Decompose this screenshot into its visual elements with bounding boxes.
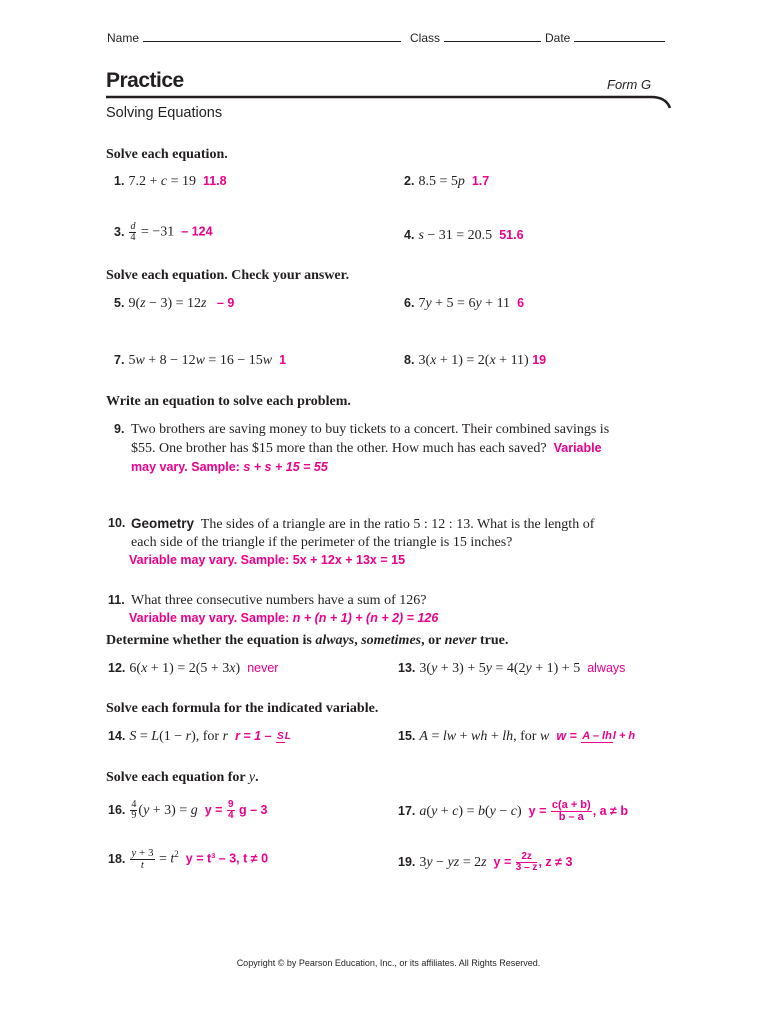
problem-number: 19. (398, 854, 416, 869)
heading-text: Determine whether the equation is (106, 633, 316, 648)
copyright-footer: Copyright © by Pearson Education, Inc., or its affiliates. All Rights Reserved. (236, 958, 541, 968)
problem-equation: 9(z − 3) = 12z (128, 296, 207, 311)
problem-10 (108, 515, 608, 567)
problem-1 (114, 174, 227, 190)
answer-prefix: Variable may vary. Sample: (131, 441, 602, 474)
answer-equation: s + s + 15 = 55 (243, 460, 328, 474)
answer: 6 (517, 296, 525, 310)
answer-rhs: , a ≠ b (592, 803, 629, 818)
answer-rhs: g – 3 (235, 802, 268, 817)
problem-number: 15. (398, 729, 416, 743)
section-heading-4 (106, 633, 508, 649)
problem-number: 13. (398, 661, 416, 675)
page-subtitle: Solving Equations (106, 105, 223, 121)
heading-always: always (315, 633, 355, 648)
name-label: Name (107, 31, 140, 45)
heading-sometimes: sometimes (361, 633, 422, 648)
problem-number: 12. (108, 661, 126, 675)
problem-number: 8. (404, 353, 415, 367)
answer: 1.7 (471, 174, 490, 188)
answer-fraction (227, 800, 235, 821)
fraction-y-plus-3-over-t: $\frac{y + 3}{t}$ (131, 847, 154, 871)
problem-15 (398, 729, 636, 745)
heading-text: , or (421, 633, 445, 648)
section-heading-5: Solve each formula for the indicated variable. (106, 701, 379, 716)
date-label: Date (545, 31, 571, 45)
answer: – 124 (181, 224, 213, 239)
class-field[interactable] (410, 29, 541, 45)
problem-16 (108, 800, 267, 821)
fraction-numerator: A – lh (582, 730, 612, 743)
section-heading-2: Solve each equation. Check your answer. (106, 268, 350, 283)
answer-lhs: y = (204, 802, 226, 817)
answer (493, 851, 573, 873)
problem-13 (398, 661, 625, 677)
problem-14 (108, 729, 292, 745)
problem-number: 11. (108, 593, 125, 607)
problem-text (131, 421, 614, 477)
answer (556, 729, 636, 743)
answer (204, 799, 268, 821)
answer: always (587, 661, 626, 675)
answer-lhs: w = (556, 729, 581, 743)
problem-equation: 5w + 8 − 12w = 16 − 15w (128, 353, 273, 368)
answer-rhs: , z ≠ 3 (538, 854, 573, 869)
problem-statement: The sides of a triangle are in the ratio 5 : 12 : 13. What is the length of each side of the triangle if the perimeter of the triangle is 15 inches? (131, 517, 595, 550)
problem-number: 1. (114, 174, 125, 188)
problem-11 (108, 592, 608, 625)
date-field[interactable] (545, 29, 665, 45)
fraction-numerator: c(a + b) (551, 799, 591, 811)
answer-fraction (276, 732, 291, 742)
problem-equation: 3y − yz = 2z (419, 854, 487, 870)
date-blank[interactable] (574, 29, 665, 42)
answer-lhs: y = (493, 854, 515, 869)
problem-equation: a(y + c) = b(y − c) (419, 803, 522, 819)
problem-equation: 6(x + 1) = 2(5 + 3x) (129, 661, 241, 676)
answer-lhs: y = (528, 803, 550, 818)
problem-4 (404, 228, 524, 244)
heading-text: Solve each equation for (106, 770, 249, 785)
problem-equation: A = lw + wh + lh, for w (419, 729, 550, 744)
answer-equation: n + (n + 1) + (n + 2) = 126 (292, 611, 439, 625)
class-blank[interactable] (444, 29, 541, 42)
problem-equation: S = L(1 − r), for r (129, 729, 229, 744)
problem-number: 5. (114, 296, 125, 310)
form-label: Form G (607, 77, 652, 92)
problem-equation: 7y + 5 = 6y + 11 (418, 296, 511, 311)
class-label: Class (410, 31, 441, 45)
answer-lhs: r = 1 – (235, 729, 276, 743)
problem-equation: s − 31 = 20.5 (418, 228, 493, 243)
problem-3: 3. $\frac{d}{4}$ = −31 – 124 (114, 221, 213, 243)
answer: 51.6 (499, 228, 524, 242)
problem-number: 14. (108, 729, 126, 743)
problem-text (131, 515, 608, 552)
problem-statement: What three consecutive numbers have a sum of 126? (131, 593, 427, 608)
problem-9 (114, 421, 614, 477)
problem-number: 18. (108, 851, 126, 866)
problem-number: 2. (404, 174, 415, 188)
fraction-numerator: 9 (227, 799, 234, 810)
answer: 19 (532, 353, 547, 367)
problem-5 (114, 296, 234, 312)
name-blank[interactable] (143, 29, 401, 42)
answer: y = t³ – 3, t ≠ 0 (185, 851, 269, 866)
section-heading-1: Solve each equation. (106, 147, 228, 162)
problem-number: 9. (114, 422, 125, 436)
problem-17 (398, 800, 628, 823)
fraction-d-over-4: $\frac{d}{4}$ (130, 221, 136, 243)
answer: 11.8 (202, 174, 227, 188)
answer: never (247, 661, 279, 675)
problem-statement: Two brothers are saving money to buy tickets to a concert. Their combined savings is $55. One brother has $15 more than the other. How much has each saved? (131, 422, 610, 456)
answer (129, 611, 608, 625)
heading-never: never (444, 633, 477, 648)
problem-number: 6. (404, 296, 415, 310)
fraction-denominator: 3 – z (515, 862, 538, 873)
answer-fraction (551, 800, 592, 823)
problem-equation: (y + 3) = g (138, 802, 198, 818)
answer (528, 799, 629, 823)
heading-text: , (354, 633, 362, 648)
fraction-numerator: 2z (516, 852, 538, 863)
answer-fraction (581, 731, 635, 742)
problem-equation: 3(x + 1) = 2(x + 11) (418, 353, 529, 368)
answer: 1 (279, 353, 287, 367)
problem-equation: 8.5 = 5p (418, 174, 465, 189)
problem-label: Geometry (131, 516, 195, 531)
fraction-denominator: 4 (227, 810, 234, 821)
problem-number: 10. (108, 516, 126, 530)
answer: – 9 (216, 296, 235, 310)
name-field[interactable] (107, 29, 401, 45)
fraction-4-over-9: $\frac{4}{9}$ (131, 799, 137, 822)
problem-19 (398, 852, 572, 873)
answer (129, 553, 608, 567)
problem-18: 18. $\frac{y + 3}{t}$ = $t^2$ y = t³ – 3, t ≠ 0 (108, 847, 269, 871)
answer-fraction (516, 852, 538, 873)
heading-text: . (255, 770, 259, 785)
answer-prefix: Variable may vary. Sample: (129, 553, 293, 567)
problem-6 (404, 296, 524, 312)
problem-8 (404, 353, 546, 369)
problem-number: 4. (404, 228, 415, 242)
problem-2 (404, 174, 489, 190)
answer-equation: 5x + 12x + 13x = 15 (292, 553, 406, 567)
problem-number: 16. (108, 802, 126, 817)
problem-number: 3. (114, 224, 125, 239)
problem-number: 17. (398, 803, 416, 818)
problem-equation: 7.2 + c = 19 (128, 174, 196, 189)
heading-text: true. (476, 633, 509, 648)
answer (235, 729, 292, 743)
section-heading-3: Write an equation to solve each problem. (106, 394, 351, 409)
problem-number: 7. (114, 353, 125, 367)
fraction-denominator: L (284, 730, 291, 742)
problem-7 (114, 353, 286, 369)
fraction-numerator: S (277, 730, 284, 742)
answer-prefix: Variable may vary. Sample: (129, 611, 293, 625)
problem-equation: 3(y + 3) + 5y = 4(2y + 1) + 5 (419, 661, 581, 676)
heading-variable: y (248, 770, 256, 785)
section-heading-6 (106, 770, 259, 786)
problem-12 (108, 661, 278, 677)
page-title: Practice (106, 69, 184, 92)
fraction-denominator: b – a (558, 811, 584, 823)
fraction-denominator: l + h (612, 730, 636, 743)
